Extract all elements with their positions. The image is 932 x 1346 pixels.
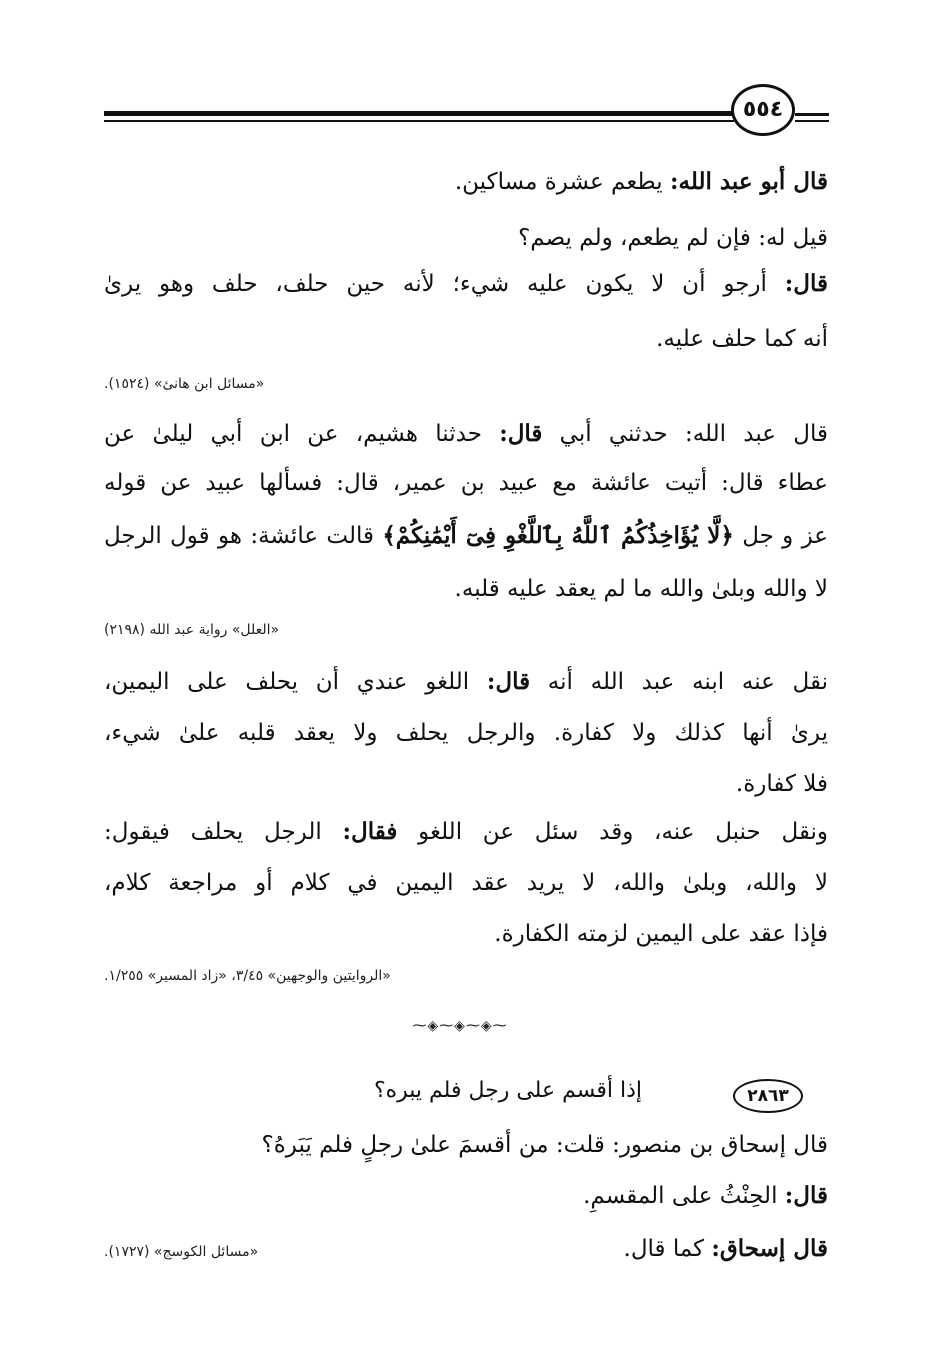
text-line: لا والله، وبلىٰ والله، لا يريد عقد اليمين في كلام أو مراجعة كلام، <box>104 870 828 896</box>
line-text: قال عبد الله: حدثني أبي <box>542 421 828 447</box>
text-line <box>455 168 828 195</box>
text-line: أنه كما حلف عليه. <box>656 326 828 352</box>
source-citation: «الروايتين والوجهين» ٣/٤٥، «زاد المسير» ١/٢٥٥. <box>104 968 391 984</box>
source-citation: «مسائل ابن هانئ» (١٥٢٤). <box>104 376 265 392</box>
speaker-label: قال إسحاق: <box>711 1235 828 1262</box>
quran-verse: ﴿لَّا يُؤَاخِذُكُمُ ٱللَّهُ بِٱللَّغْوِ فِىٓ أَيْمَٰنِكُمْ﴾ <box>382 522 734 549</box>
line-text: كما قال. <box>623 1236 712 1262</box>
ornament-divider: ⁓◈⁓◈⁓◈⁓ <box>412 1018 508 1034</box>
text-line: فلا كفارة. <box>735 771 828 797</box>
header-rule-right-thin <box>795 120 829 122</box>
line-text: نقل عنه ابنه عبد الله أنه <box>530 669 829 695</box>
text-line <box>104 818 828 845</box>
line-text: أرجو أن لا يكون عليه شيء؛ لأنه حين حلف، حلف وهو يرىٰ <box>104 271 785 297</box>
text-line: فإذا عقد على اليمين لزمته الكفارة. <box>494 921 828 947</box>
text-line: قيل له: فإن لم يطعم، ولم يصم؟ <box>518 225 828 251</box>
section-title: إذا أقسم على رجل فلم يبره؟ <box>373 1078 642 1103</box>
page-number: ٥٥٤ <box>731 84 795 136</box>
line-text: حدثنا هشيم، عن ابن أبي ليلىٰ عن <box>104 421 500 447</box>
line-text: ونقل حنبل عنه، وقد سئل عن اللغو <box>397 819 829 845</box>
text-line <box>104 270 828 297</box>
text-line <box>104 668 828 695</box>
source-citation: «مسائل الكوسج» (١٧٢٧). <box>104 1244 259 1260</box>
text-line <box>104 522 828 549</box>
text-line <box>583 1182 828 1209</box>
line-text: عز و جل <box>733 523 829 549</box>
line-text: قالت عائشة: هو قول الرجل <box>104 523 383 549</box>
line-text: الحِنْثُ على المقسمِ. <box>583 1183 785 1209</box>
speaker-label: قال أبو عبد الله: <box>670 168 828 195</box>
line-text: يطعم عشرة مساكين. <box>454 169 671 195</box>
text-line: لا والله وبلىٰ والله ما لم يعقد عليه قلبه. <box>454 576 828 602</box>
header-rule-thick <box>104 111 734 116</box>
speaker-label: فقال: <box>342 818 398 845</box>
text-line <box>624 1235 828 1262</box>
section-number-badge: ٢٨٦٣ <box>733 1079 803 1113</box>
text-line <box>104 420 828 447</box>
text-line: يرىٰ أنها كذلك ولا كفارة. والرجل يحلف ولا يعقد قلبه علىٰ شيء، <box>104 720 828 746</box>
line-text: الرجل يحلف فيقول: <box>104 819 343 845</box>
speaker-label: قال: <box>784 270 828 297</box>
source-citation: «العلل» رواية عبد الله (٢١٩٨) <box>104 622 280 638</box>
speaker-label: قال: <box>499 420 543 447</box>
line-text: اللغو عندي أن يحلف على اليمين، <box>104 669 487 695</box>
text-line: عطاء قال: أتيت عائشة مع عبيد بن عمير، قال: فسألها عبيد عن قوله <box>104 470 828 496</box>
header-rule-right <box>795 113 829 116</box>
header-rule-thin <box>104 120 734 122</box>
text-line: قال إسحاق بن منصور: قلت: من أقسمَ علىٰ رجلٍ فلم يَبَرهُ؟ <box>261 1132 828 1158</box>
speaker-label: قال: <box>486 668 531 695</box>
speaker-label: قال: <box>784 1182 828 1209</box>
